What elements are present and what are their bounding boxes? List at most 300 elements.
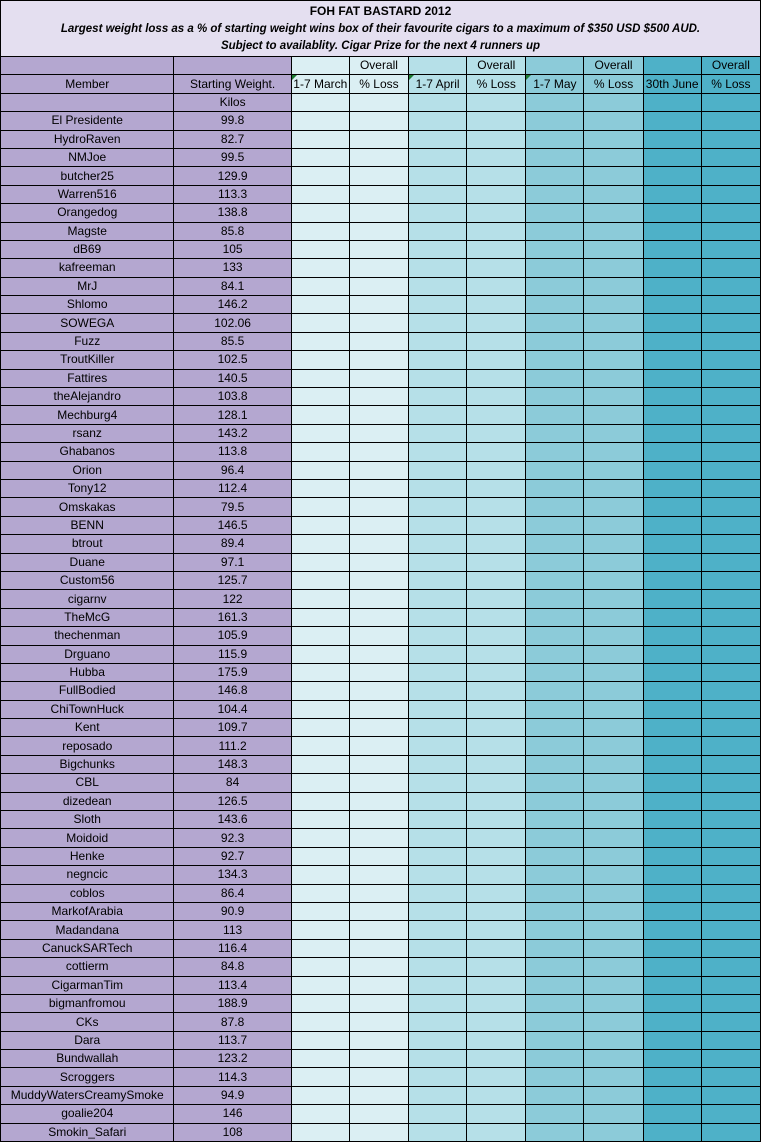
member-name-cell[interactable]: CanuckSARTech xyxy=(1,939,174,957)
may-cell[interactable] xyxy=(526,1068,584,1086)
march-loss-cell[interactable] xyxy=(349,682,408,700)
june-loss-cell[interactable] xyxy=(701,1123,760,1141)
may-cell[interactable] xyxy=(526,1013,584,1031)
june-loss-cell[interactable] xyxy=(701,1031,760,1049)
may-loss-cell[interactable] xyxy=(584,148,643,166)
may-loss-cell[interactable] xyxy=(584,645,643,663)
header-blank-cell[interactable] xyxy=(1,57,174,75)
march-cell[interactable] xyxy=(291,902,349,920)
march-loss-cell[interactable] xyxy=(349,994,408,1012)
april-loss-cell[interactable] xyxy=(467,424,526,442)
june-loss-cell[interactable] xyxy=(701,130,760,148)
member-name-cell[interactable]: btrout xyxy=(1,535,174,553)
member-name-cell[interactable]: bigmanfromou xyxy=(1,994,174,1012)
march-loss-cell[interactable] xyxy=(349,847,408,865)
march-cell[interactable] xyxy=(291,443,349,461)
june-cell[interactable] xyxy=(643,958,701,976)
june-loss-cell[interactable] xyxy=(701,590,760,608)
header-june[interactable]: 30th June xyxy=(643,75,701,93)
starting-weight-cell[interactable]: 125.7 xyxy=(174,571,291,589)
april-cell[interactable] xyxy=(409,516,467,534)
member-name-cell[interactable]: CKs xyxy=(1,1013,174,1031)
june-loss-cell[interactable] xyxy=(701,939,760,957)
header-blank-cell[interactable] xyxy=(584,93,643,111)
april-cell[interactable] xyxy=(409,388,467,406)
june-cell[interactable] xyxy=(643,443,701,461)
march-cell[interactable] xyxy=(291,314,349,332)
april-loss-cell[interactable] xyxy=(467,112,526,130)
april-loss-cell[interactable] xyxy=(467,627,526,645)
member-name-cell[interactable]: Sloth xyxy=(1,811,174,829)
march-cell[interactable] xyxy=(291,112,349,130)
starting-weight-cell[interactable]: 102.5 xyxy=(174,351,291,369)
june-loss-cell[interactable] xyxy=(701,277,760,295)
april-cell[interactable] xyxy=(409,700,467,718)
march-loss-cell[interactable] xyxy=(349,406,408,424)
june-loss-cell[interactable] xyxy=(701,369,760,387)
starting-weight-cell[interactable]: 146 xyxy=(174,1105,291,1123)
may-loss-cell[interactable] xyxy=(584,314,643,332)
april-cell[interactable] xyxy=(409,755,467,773)
may-loss-cell[interactable] xyxy=(584,608,643,626)
march-loss-cell[interactable] xyxy=(349,167,408,185)
may-loss-cell[interactable] xyxy=(584,792,643,810)
march-cell[interactable] xyxy=(291,866,349,884)
april-loss-cell[interactable] xyxy=(467,811,526,829)
march-cell[interactable] xyxy=(291,479,349,497)
starting-weight-cell[interactable]: 104.4 xyxy=(174,700,291,718)
march-loss-cell[interactable] xyxy=(349,461,408,479)
header-overall-june[interactable]: Overall xyxy=(701,57,760,75)
june-loss-cell[interactable] xyxy=(701,663,760,681)
may-loss-cell[interactable] xyxy=(584,958,643,976)
june-cell[interactable] xyxy=(643,148,701,166)
member-name-cell[interactable]: dizedean xyxy=(1,792,174,810)
starting-weight-cell[interactable]: 175.9 xyxy=(174,663,291,681)
april-cell[interactable] xyxy=(409,737,467,755)
june-cell[interactable] xyxy=(643,608,701,626)
member-name-cell[interactable]: MrJ xyxy=(1,277,174,295)
june-loss-cell[interactable] xyxy=(701,259,760,277)
march-cell[interactable] xyxy=(291,369,349,387)
may-loss-cell[interactable] xyxy=(584,921,643,939)
june-cell[interactable] xyxy=(643,388,701,406)
may-loss-cell[interactable] xyxy=(584,424,643,442)
member-name-cell[interactable]: Magste xyxy=(1,222,174,240)
march-loss-cell[interactable] xyxy=(349,424,408,442)
march-loss-cell[interactable] xyxy=(349,296,408,314)
june-loss-cell[interactable] xyxy=(701,994,760,1012)
may-cell[interactable] xyxy=(526,737,584,755)
june-cell[interactable] xyxy=(643,277,701,295)
member-name-cell[interactable]: MarkofArabia xyxy=(1,902,174,920)
june-cell[interactable] xyxy=(643,719,701,737)
april-cell[interactable] xyxy=(409,1086,467,1104)
march-loss-cell[interactable] xyxy=(349,571,408,589)
header-blank-cell[interactable] xyxy=(409,93,467,111)
march-loss-cell[interactable] xyxy=(349,792,408,810)
starting-weight-cell[interactable]: 111.2 xyxy=(174,737,291,755)
april-cell[interactable] xyxy=(409,571,467,589)
header-blank-cell[interactable] xyxy=(526,93,584,111)
june-cell[interactable] xyxy=(643,498,701,516)
member-name-cell[interactable]: reposado xyxy=(1,737,174,755)
may-loss-cell[interactable] xyxy=(584,406,643,424)
starting-weight-cell[interactable]: 109.7 xyxy=(174,719,291,737)
starting-weight-cell[interactable]: 161.3 xyxy=(174,608,291,626)
april-loss-cell[interactable] xyxy=(467,535,526,553)
june-loss-cell[interactable] xyxy=(701,571,760,589)
june-loss-cell[interactable] xyxy=(701,388,760,406)
header-blank-cell[interactable] xyxy=(174,57,291,75)
april-loss-cell[interactable] xyxy=(467,259,526,277)
starting-weight-cell[interactable]: 113.8 xyxy=(174,443,291,461)
may-loss-cell[interactable] xyxy=(584,1031,643,1049)
member-name-cell[interactable]: SOWEGA xyxy=(1,314,174,332)
june-loss-cell[interactable] xyxy=(701,535,760,553)
header-kilos[interactable]: Kilos xyxy=(174,93,291,111)
march-cell[interactable] xyxy=(291,296,349,314)
march-loss-cell[interactable] xyxy=(349,222,408,240)
march-cell[interactable] xyxy=(291,1086,349,1104)
march-loss-cell[interactable] xyxy=(349,388,408,406)
june-loss-cell[interactable] xyxy=(701,737,760,755)
starting-weight-cell[interactable]: 113.7 xyxy=(174,1031,291,1049)
april-loss-cell[interactable] xyxy=(467,1013,526,1031)
header-loss-may[interactable]: % Loss xyxy=(584,75,643,93)
starting-weight-cell[interactable]: 85.5 xyxy=(174,332,291,350)
may-cell[interactable] xyxy=(526,994,584,1012)
may-loss-cell[interactable] xyxy=(584,130,643,148)
april-cell[interactable] xyxy=(409,369,467,387)
member-name-cell[interactable]: goalie204 xyxy=(1,1105,174,1123)
starting-weight-cell[interactable]: 126.5 xyxy=(174,792,291,810)
june-loss-cell[interactable] xyxy=(701,461,760,479)
march-cell[interactable] xyxy=(291,204,349,222)
member-name-cell[interactable]: HydroRaven xyxy=(1,130,174,148)
header-april[interactable]: 1-7 April xyxy=(409,75,467,93)
april-loss-cell[interactable] xyxy=(467,902,526,920)
march-loss-cell[interactable] xyxy=(349,277,408,295)
member-name-cell[interactable]: Dara xyxy=(1,1031,174,1049)
april-cell[interactable] xyxy=(409,884,467,902)
june-loss-cell[interactable] xyxy=(701,332,760,350)
member-name-cell[interactable]: cottierm xyxy=(1,958,174,976)
starting-weight-cell[interactable]: 84.1 xyxy=(174,277,291,295)
april-loss-cell[interactable] xyxy=(467,369,526,387)
april-loss-cell[interactable] xyxy=(467,314,526,332)
june-cell[interactable] xyxy=(643,1123,701,1141)
june-cell[interactable] xyxy=(643,1031,701,1049)
june-cell[interactable] xyxy=(643,902,701,920)
header-blank-cell[interactable] xyxy=(701,93,760,111)
starting-weight-cell[interactable]: 89.4 xyxy=(174,535,291,553)
may-cell[interactable] xyxy=(526,645,584,663)
may-cell[interactable] xyxy=(526,461,584,479)
starting-weight-cell[interactable]: 86.4 xyxy=(174,884,291,902)
june-loss-cell[interactable] xyxy=(701,682,760,700)
starting-weight-cell[interactable]: 129.9 xyxy=(174,167,291,185)
march-cell[interactable] xyxy=(291,553,349,571)
may-loss-cell[interactable] xyxy=(584,866,643,884)
starting-weight-cell[interactable]: 105.9 xyxy=(174,627,291,645)
march-loss-cell[interactable] xyxy=(349,755,408,773)
april-loss-cell[interactable] xyxy=(467,443,526,461)
march-cell[interactable] xyxy=(291,994,349,1012)
march-loss-cell[interactable] xyxy=(349,1123,408,1141)
june-cell[interactable] xyxy=(643,240,701,258)
june-cell[interactable] xyxy=(643,571,701,589)
march-cell[interactable] xyxy=(291,1105,349,1123)
may-loss-cell[interactable] xyxy=(584,976,643,994)
march-loss-cell[interactable] xyxy=(349,1086,408,1104)
may-loss-cell[interactable] xyxy=(584,516,643,534)
member-name-cell[interactable]: Warren516 xyxy=(1,185,174,203)
may-loss-cell[interactable] xyxy=(584,774,643,792)
march-cell[interactable] xyxy=(291,240,349,258)
march-loss-cell[interactable] xyxy=(349,479,408,497)
starting-weight-cell[interactable]: 128.1 xyxy=(174,406,291,424)
june-cell[interactable] xyxy=(643,792,701,810)
june-cell[interactable] xyxy=(643,296,701,314)
april-loss-cell[interactable] xyxy=(467,1050,526,1068)
member-name-cell[interactable]: NMJoe xyxy=(1,148,174,166)
header-may[interactable]: 1-7 May xyxy=(526,75,584,93)
may-cell[interactable] xyxy=(526,829,584,847)
may-cell[interactable] xyxy=(526,259,584,277)
june-cell[interactable] xyxy=(643,755,701,773)
june-cell[interactable] xyxy=(643,406,701,424)
march-cell[interactable] xyxy=(291,148,349,166)
april-cell[interactable] xyxy=(409,332,467,350)
may-cell[interactable] xyxy=(526,1123,584,1141)
may-loss-cell[interactable] xyxy=(584,847,643,865)
member-name-cell[interactable]: theAlejandro xyxy=(1,388,174,406)
may-cell[interactable] xyxy=(526,1086,584,1104)
june-loss-cell[interactable] xyxy=(701,774,760,792)
starting-weight-cell[interactable]: 138.8 xyxy=(174,204,291,222)
april-loss-cell[interactable] xyxy=(467,608,526,626)
starting-weight-cell[interactable]: 79.5 xyxy=(174,498,291,516)
starting-weight-cell[interactable]: 122 xyxy=(174,590,291,608)
may-cell[interactable] xyxy=(526,277,584,295)
june-loss-cell[interactable] xyxy=(701,498,760,516)
may-loss-cell[interactable] xyxy=(584,811,643,829)
april-loss-cell[interactable] xyxy=(467,663,526,681)
march-loss-cell[interactable] xyxy=(349,866,408,884)
april-cell[interactable] xyxy=(409,314,467,332)
june-loss-cell[interactable] xyxy=(701,424,760,442)
starting-weight-cell[interactable]: 85.8 xyxy=(174,222,291,240)
april-loss-cell[interactable] xyxy=(467,1123,526,1141)
starting-weight-cell[interactable]: 114.3 xyxy=(174,1068,291,1086)
june-cell[interactable] xyxy=(643,112,701,130)
starting-weight-cell[interactable]: 123.2 xyxy=(174,1050,291,1068)
may-cell[interactable] xyxy=(526,884,584,902)
header-blank-cell[interactable] xyxy=(291,93,349,111)
member-name-cell[interactable]: El Presidente xyxy=(1,112,174,130)
may-loss-cell[interactable] xyxy=(584,700,643,718)
june-cell[interactable] xyxy=(643,645,701,663)
may-loss-cell[interactable] xyxy=(584,222,643,240)
march-loss-cell[interactable] xyxy=(349,902,408,920)
member-name-cell[interactable]: Orangedog xyxy=(1,204,174,222)
member-name-cell[interactable]: Henke xyxy=(1,847,174,865)
june-cell[interactable] xyxy=(643,590,701,608)
june-cell[interactable] xyxy=(643,130,701,148)
april-cell[interactable] xyxy=(409,204,467,222)
march-loss-cell[interactable] xyxy=(349,148,408,166)
june-cell[interactable] xyxy=(643,185,701,203)
march-loss-cell[interactable] xyxy=(349,645,408,663)
march-loss-cell[interactable] xyxy=(349,259,408,277)
may-cell[interactable] xyxy=(526,866,584,884)
june-cell[interactable] xyxy=(643,682,701,700)
april-loss-cell[interactable] xyxy=(467,884,526,902)
may-cell[interactable] xyxy=(526,976,584,994)
may-loss-cell[interactable] xyxy=(584,332,643,350)
june-cell[interactable] xyxy=(643,939,701,957)
may-cell[interactable] xyxy=(526,516,584,534)
april-cell[interactable] xyxy=(409,553,467,571)
starting-weight-cell[interactable]: 112.4 xyxy=(174,479,291,497)
march-cell[interactable] xyxy=(291,259,349,277)
may-cell[interactable] xyxy=(526,498,584,516)
member-name-cell[interactable]: Bigchunks xyxy=(1,755,174,773)
starting-weight-cell[interactable]: 94.9 xyxy=(174,1086,291,1104)
may-cell[interactable] xyxy=(526,130,584,148)
april-cell[interactable] xyxy=(409,259,467,277)
june-loss-cell[interactable] xyxy=(701,902,760,920)
march-cell[interactable] xyxy=(291,645,349,663)
may-cell[interactable] xyxy=(526,351,584,369)
starting-weight-cell[interactable]: 148.3 xyxy=(174,755,291,773)
starting-weight-cell[interactable]: 146.5 xyxy=(174,516,291,534)
march-cell[interactable] xyxy=(291,921,349,939)
april-loss-cell[interactable] xyxy=(467,719,526,737)
march-cell[interactable] xyxy=(291,277,349,295)
member-name-cell[interactable]: Fattires xyxy=(1,369,174,387)
starting-weight-cell[interactable]: 143.6 xyxy=(174,811,291,829)
may-cell[interactable] xyxy=(526,369,584,387)
april-cell[interactable] xyxy=(409,443,467,461)
starting-weight-cell[interactable]: 188.9 xyxy=(174,994,291,1012)
march-loss-cell[interactable] xyxy=(349,774,408,792)
starting-weight-cell[interactable]: 113.3 xyxy=(174,185,291,203)
may-loss-cell[interactable] xyxy=(584,829,643,847)
starting-weight-cell[interactable]: 146.2 xyxy=(174,296,291,314)
march-cell[interactable] xyxy=(291,1031,349,1049)
march-cell[interactable] xyxy=(291,222,349,240)
march-loss-cell[interactable] xyxy=(349,939,408,957)
may-cell[interactable] xyxy=(526,112,584,130)
june-cell[interactable] xyxy=(643,535,701,553)
march-cell[interactable] xyxy=(291,1013,349,1031)
may-loss-cell[interactable] xyxy=(584,1123,643,1141)
may-loss-cell[interactable] xyxy=(584,737,643,755)
may-loss-cell[interactable] xyxy=(584,259,643,277)
march-cell[interactable] xyxy=(291,663,349,681)
april-loss-cell[interactable] xyxy=(467,148,526,166)
member-name-cell[interactable]: negncic xyxy=(1,866,174,884)
april-loss-cell[interactable] xyxy=(467,351,526,369)
june-loss-cell[interactable] xyxy=(701,608,760,626)
may-loss-cell[interactable] xyxy=(584,553,643,571)
march-loss-cell[interactable] xyxy=(349,829,408,847)
may-loss-cell[interactable] xyxy=(584,682,643,700)
may-cell[interactable] xyxy=(526,902,584,920)
march-loss-cell[interactable] xyxy=(349,719,408,737)
member-name-cell[interactable]: butcher25 xyxy=(1,167,174,185)
april-loss-cell[interactable] xyxy=(467,167,526,185)
member-name-cell[interactable]: Hubba xyxy=(1,663,174,681)
march-cell[interactable] xyxy=(291,332,349,350)
april-loss-cell[interactable] xyxy=(467,590,526,608)
member-name-cell[interactable]: dB69 xyxy=(1,240,174,258)
may-cell[interactable] xyxy=(526,204,584,222)
header-blank-cell[interactable] xyxy=(409,57,467,75)
june-loss-cell[interactable] xyxy=(701,112,760,130)
april-cell[interactable] xyxy=(409,1013,467,1031)
june-loss-cell[interactable] xyxy=(701,167,760,185)
june-cell[interactable] xyxy=(643,663,701,681)
may-loss-cell[interactable] xyxy=(584,277,643,295)
april-cell[interactable] xyxy=(409,167,467,185)
march-loss-cell[interactable] xyxy=(349,958,408,976)
june-cell[interactable] xyxy=(643,424,701,442)
may-loss-cell[interactable] xyxy=(584,571,643,589)
member-name-cell[interactable]: Drguano xyxy=(1,645,174,663)
march-loss-cell[interactable] xyxy=(349,240,408,258)
may-loss-cell[interactable] xyxy=(584,388,643,406)
member-name-cell[interactable]: Smokin_Safari xyxy=(1,1123,174,1141)
april-loss-cell[interactable] xyxy=(467,1086,526,1104)
may-cell[interactable] xyxy=(526,958,584,976)
march-loss-cell[interactable] xyxy=(349,590,408,608)
may-cell[interactable] xyxy=(526,388,584,406)
starting-weight-cell[interactable]: 92.3 xyxy=(174,829,291,847)
june-loss-cell[interactable] xyxy=(701,645,760,663)
april-loss-cell[interactable] xyxy=(467,185,526,203)
june-cell[interactable] xyxy=(643,1086,701,1104)
march-cell[interactable] xyxy=(291,406,349,424)
april-cell[interactable] xyxy=(409,608,467,626)
may-loss-cell[interactable] xyxy=(584,1086,643,1104)
march-loss-cell[interactable] xyxy=(349,516,408,534)
april-cell[interactable] xyxy=(409,240,467,258)
march-cell[interactable] xyxy=(291,590,349,608)
june-loss-cell[interactable] xyxy=(701,792,760,810)
march-loss-cell[interactable] xyxy=(349,553,408,571)
march-cell[interactable] xyxy=(291,516,349,534)
march-loss-cell[interactable] xyxy=(349,185,408,203)
june-loss-cell[interactable] xyxy=(701,847,760,865)
march-cell[interactable] xyxy=(291,884,349,902)
march-cell[interactable] xyxy=(291,700,349,718)
march-loss-cell[interactable] xyxy=(349,498,408,516)
may-cell[interactable] xyxy=(526,406,584,424)
may-loss-cell[interactable] xyxy=(584,994,643,1012)
april-loss-cell[interactable] xyxy=(467,296,526,314)
may-loss-cell[interactable] xyxy=(584,461,643,479)
member-name-cell[interactable]: CBL xyxy=(1,774,174,792)
may-cell[interactable] xyxy=(526,553,584,571)
june-loss-cell[interactable] xyxy=(701,1050,760,1068)
march-loss-cell[interactable] xyxy=(349,627,408,645)
march-cell[interactable] xyxy=(291,737,349,755)
member-name-cell[interactable]: ChiTownHuck xyxy=(1,700,174,718)
header-blank-cell[interactable] xyxy=(467,93,526,111)
